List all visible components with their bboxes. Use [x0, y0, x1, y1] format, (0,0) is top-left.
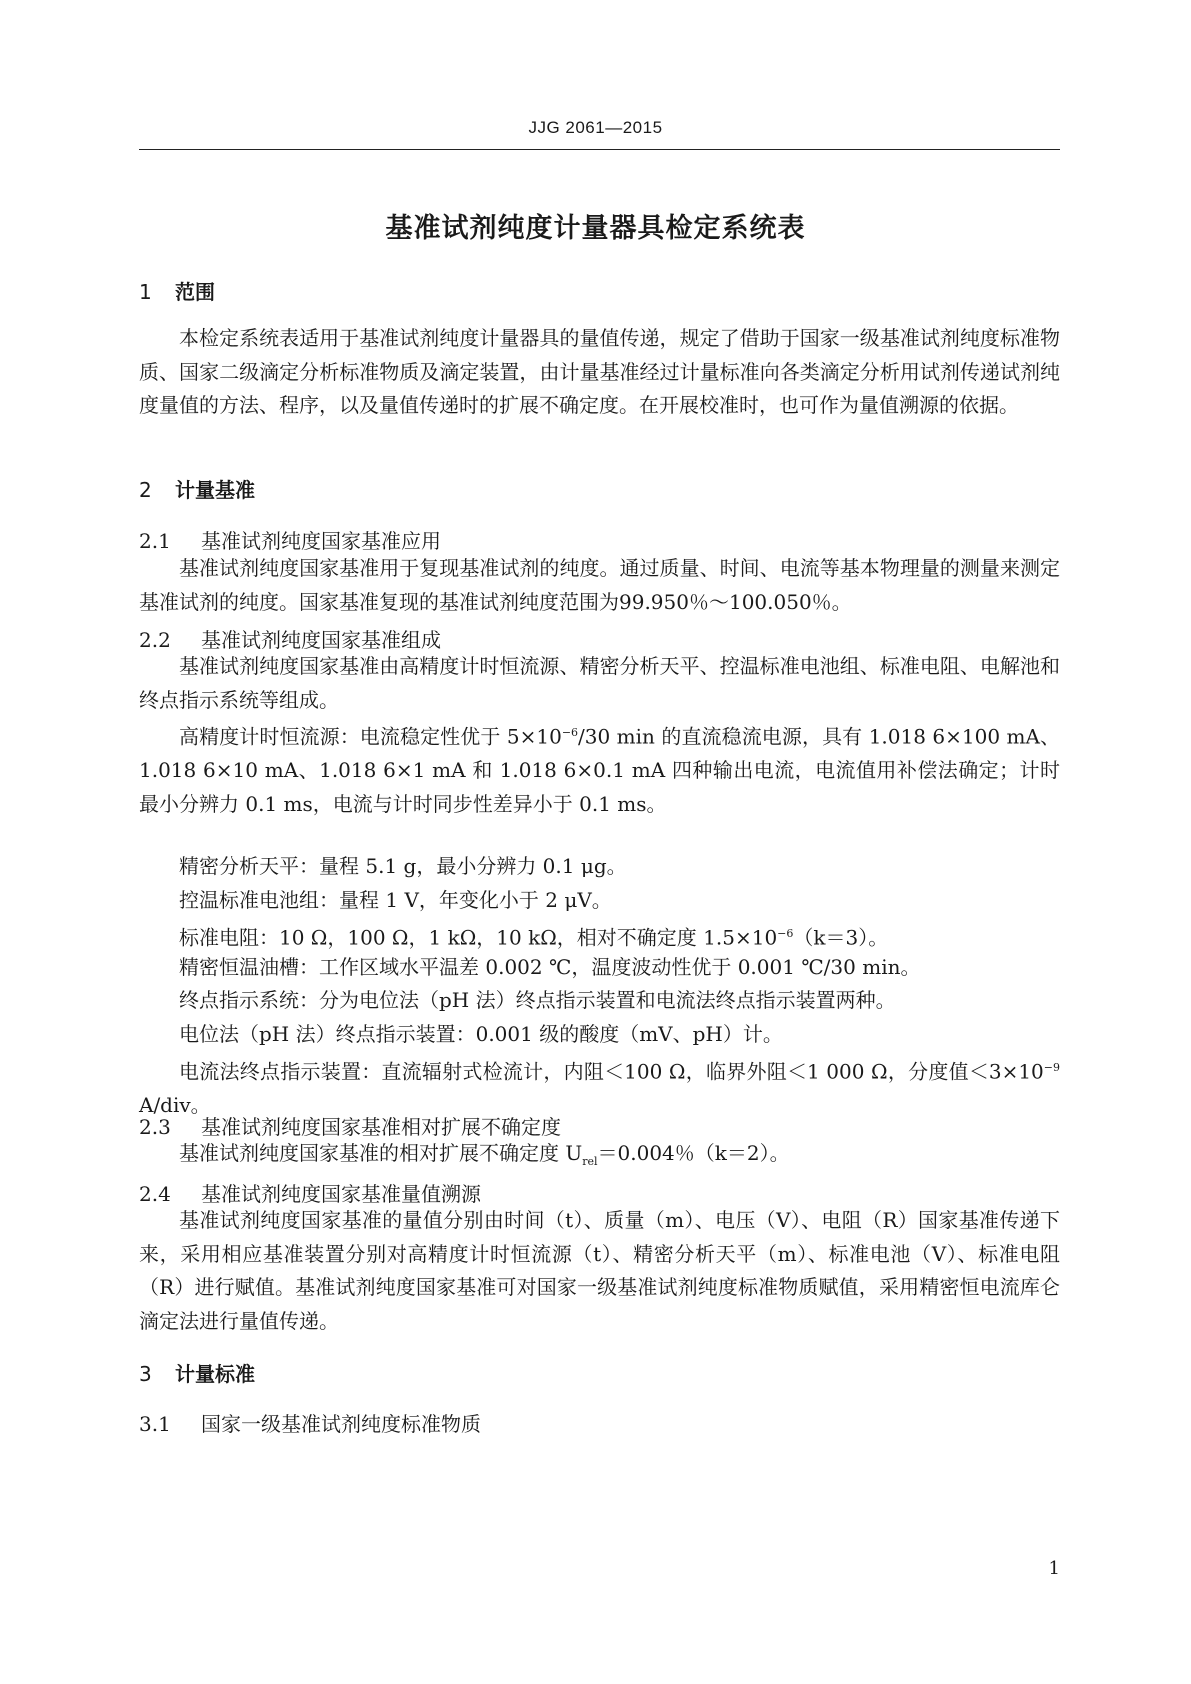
subsection-2-2-heading	[139, 624, 441, 653]
text-segment: 基准试剂纯度国家基准的相对扩展不确定度 U	[179, 1141, 583, 1165]
subsection-number: 2.1	[139, 529, 171, 553]
text-segment: （k＝3）。	[793, 925, 889, 950]
subsection-3-1-heading	[139, 1408, 481, 1437]
header-divider	[139, 149, 1060, 150]
text-segment: /30 min 的直流稳流电源，具有 1.018 6×100 mA、1.018 6×10 mA、1.018 6×1 mA 和 1.018 6×0.1 mA 四种输出电流，电流值用补偿法确定；计时最小分辨力 0.1 ms，电流与计时同步性差异小于 0.1 ms。	[139, 724, 1060, 816]
paragraph-standard-cell: 控温标准电池组：量程 1 V，年变化小于 2 μV。	[179, 888, 612, 912]
subsection-number: 2.3	[139, 1115, 171, 1139]
page-number: 1	[1048, 1558, 1060, 1579]
paragraph-scope: 本检定系统表适用于基准试剂纯度计量器具的量值传递，规定了借助于国家一级基准试剂纯度标准物质、国家二级滴定分析标准物质及滴定装置，由计量基准经过计量标准向各类滴定分析用试剂传递试剂纯度量值的方法、程序，以及量值传递时的扩展不确定度。在开展校准时，也可作为量值溯源的依据。	[139, 326, 1060, 417]
text-segment: A/div。	[139, 1093, 211, 1118]
subsection-title: 基准试剂纯度国家基准组成	[201, 628, 441, 652]
paragraph-standard-resistor	[139, 917, 1060, 955]
paragraph-potentiometric: 电位法（pH 法）终点指示装置：0.001 级的酸度（mV、pH）计。	[179, 1022, 783, 1046]
paragraph-endpoint-system: 终点指示系统：分为电位法（pH 法）终点指示装置和电流法终点指示装置两种。	[179, 988, 896, 1012]
subsection-title: 国家一级基准试剂纯度标准物质	[201, 1412, 481, 1436]
subsection-number: 2.4	[139, 1182, 171, 1206]
subsection-2-4-heading	[139, 1178, 481, 1207]
section-3-heading	[139, 1358, 255, 1387]
text-segment: 标准电阻：10 Ω，100 Ω，1 kΩ，10 kΩ，相对不确定度 1.5×10	[179, 925, 778, 950]
subsection-number: 2.2	[139, 628, 171, 652]
section-number: 1	[139, 280, 152, 304]
paragraph-2-2-composition: 基准试剂纯度国家基准由高精度计时恒流源、精密分析天平、控温标准电池组、标准电阻、电解池和终点指示系统等组成。	[139, 654, 1060, 712]
subscript: rel	[582, 1155, 598, 1168]
exponent: −6	[777, 927, 794, 940]
section-2-heading	[139, 474, 255, 503]
paragraph-2-3	[139, 1137, 1060, 1179]
subsection-2-1-heading	[139, 525, 441, 554]
subsection-2-3-heading	[139, 1111, 561, 1140]
exponent: −9	[1043, 1061, 1060, 1074]
standard-code-header: JJG 2061—2015	[528, 118, 663, 137]
text-segment: 电流法终点指示装置：直流辐射式检流计，内阻＜100 Ω，临界外阻＜1 000 Ω，分度值＜3×10	[179, 1059, 1044, 1084]
paragraph-2-4: 基准试剂纯度国家基准的量值分别由时间（t）、质量（m）、电压（V）、电阻（R）国家基准传递下来，采用相应基准装置分别对高精度计时恒流源（t）、精密分析天平（m）、标准电池（V）、标准电阻（R）进行赋值。基准试剂纯度国家基准可对国家一级基准试剂纯度标准物质赋值，采用精密恒电流库仑滴定法进行量值传递。	[139, 1208, 1060, 1333]
subsection-title: 基准试剂纯度国家基准应用	[201, 529, 441, 553]
paragraph-analytical-balance: 精密分析天平：量程 5.1 g，最小分辨力 0.1 μg。	[179, 854, 627, 878]
section-title: 计量标准	[175, 1362, 255, 1386]
text-segment: ＝0.004％（k＝2）。	[597, 1141, 790, 1165]
section-1-heading	[139, 276, 215, 305]
subsection-title: 基准试剂纯度国家基准相对扩展不确定度	[201, 1115, 561, 1139]
section-title: 计量基准	[175, 478, 255, 502]
paragraph-constant-current-source	[139, 716, 1060, 821]
exponent: −6	[561, 726, 579, 739]
section-number: 2	[139, 478, 152, 502]
document-title: 基准试剂纯度计量器具检定系统表	[385, 213, 806, 244]
subsection-title: 基准试剂纯度国家基准量值溯源	[201, 1182, 481, 1206]
text-segment: 高精度计时恒流源：电流稳定性优于 5×10	[179, 724, 562, 749]
paragraph-oil-bath: 精密恒温油槽：工作区域水平温差 0.002 ℃，温度波动性优于 0.001 ℃/30 min。	[179, 955, 921, 979]
paragraph-2-1: 基准试剂纯度国家基准用于复现基准试剂的纯度。通过质量、时间、电流等基本物理量的测量来测定基准试剂的纯度。国家基准复现的基准试剂纯度范围为99.950％～100.050％。	[139, 556, 1060, 614]
section-number: 3	[139, 1362, 152, 1386]
subsection-number: 3.1	[139, 1412, 171, 1436]
section-title: 范围	[175, 280, 215, 304]
